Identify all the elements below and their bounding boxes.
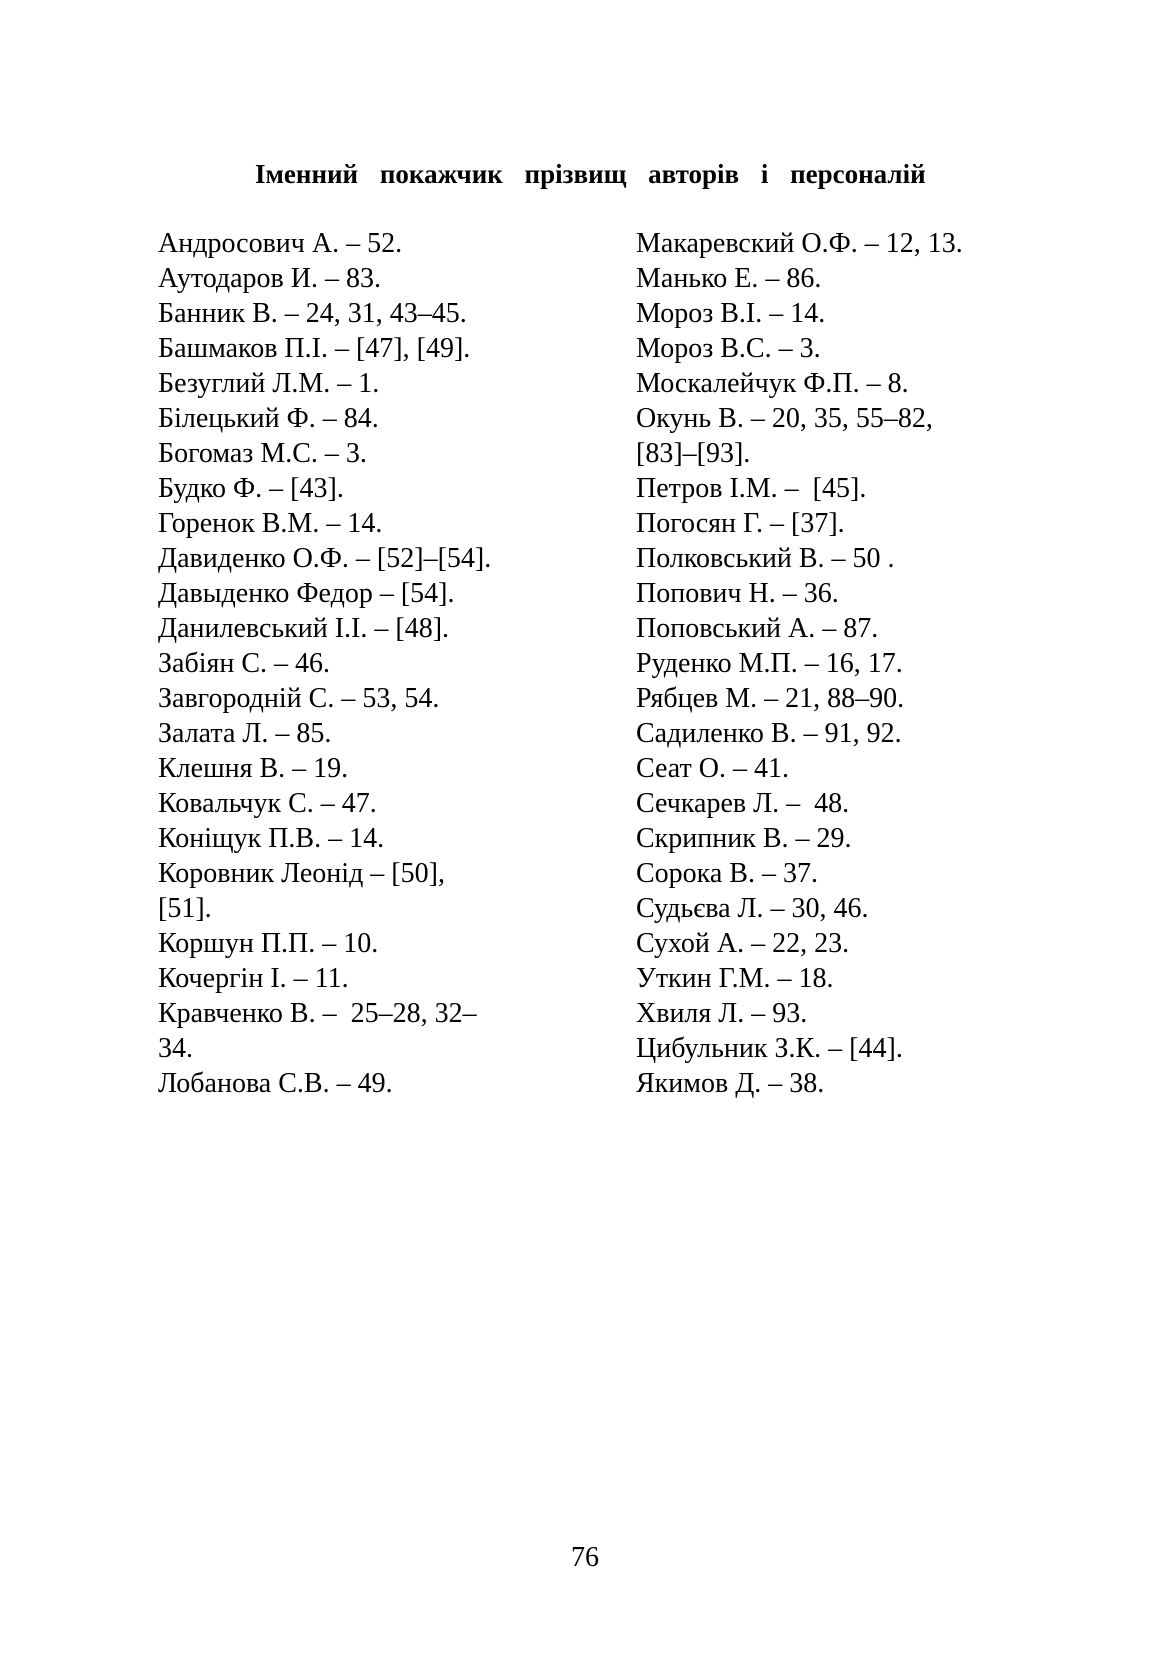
index-entry: Горенок В.М. – 14. bbox=[158, 508, 383, 539]
index-entry: Окунь В. – 20, 35, 55–82, bbox=[636, 403, 933, 434]
index-entry: Сорока В. – 37. bbox=[636, 858, 818, 889]
index-entry: Сухой А. – 22, 23. bbox=[636, 928, 850, 959]
index-entry-continuation: 34. bbox=[158, 1033, 193, 1064]
index-entry: Білецький Ф. – 84. bbox=[158, 403, 379, 434]
index-entry: Макаревский О.Ф. – 12, 13. bbox=[636, 228, 963, 259]
index-entry: Цибульник З.К. – [44]. bbox=[636, 1033, 903, 1064]
index-entry: Безуглий Л.М. – 1. bbox=[158, 368, 380, 399]
index-entry: Забіян С. – 46. bbox=[158, 648, 331, 679]
index-entry: Кравченко В. – 25–28, 32– bbox=[158, 998, 477, 1029]
index-entry: Судьєва Л. – 30, 46. bbox=[636, 893, 869, 924]
index-entry: Коршун П.П. – 10. bbox=[158, 928, 379, 959]
index-entry: Лобанова С.В. – 49. bbox=[158, 1068, 393, 1099]
index-entry: Банник В. – 24, 31, 43–45. bbox=[158, 298, 467, 329]
index-entry: Сеат О. – 41. bbox=[636, 753, 789, 784]
index-entry: Мороз В.І. – 14. bbox=[636, 298, 826, 329]
index-entry: Сечкарев Л. – 48. bbox=[636, 788, 850, 819]
index-entry: Хвиля Л. – 93. bbox=[636, 998, 808, 1029]
index-entry: Москалейчук Ф.П. – 8. bbox=[636, 368, 909, 399]
index-entry: Руденко М.П. – 16, 17. bbox=[636, 648, 903, 679]
index-entry: Аутодаров И. – 83. bbox=[158, 263, 382, 294]
index-entry: Уткин Г.М. – 18. bbox=[636, 963, 834, 994]
index-entry: Якимов Д. – 38. bbox=[636, 1068, 825, 1099]
index-entry: Данилевський І.І. – [48]. bbox=[158, 613, 450, 644]
index-entry: Ковальчук С. – 47. bbox=[158, 788, 377, 819]
index-entry: Попович Н. – 36. bbox=[636, 578, 839, 609]
index-entry: Клешня В. – 19. bbox=[158, 753, 349, 784]
page-number: 76 bbox=[571, 1542, 599, 1573]
index-entry: Коніщук П.В. – 14. bbox=[158, 823, 385, 854]
index-entry: Давыденко Федор – [54]. bbox=[158, 578, 455, 609]
index-entry-continuation: [83]–[93]. bbox=[636, 438, 751, 469]
page-title: Іменний покажчик прізвищ авторів і персоналій bbox=[255, 159, 926, 189]
index-entry: Богомаз М.С. – 3. bbox=[158, 438, 367, 469]
index-entry: Кочергін І. – 11. bbox=[158, 963, 349, 994]
index-entry: Погосян Г. – [37]. bbox=[636, 508, 845, 539]
index-entry: Петров І.М. – [45]. bbox=[636, 473, 867, 504]
index-entry: Залата Л. – 85. bbox=[158, 718, 332, 749]
index-entry-continuation: [51]. bbox=[158, 893, 212, 924]
index-entry: Рябцев М. – 21, 88–90. bbox=[636, 683, 905, 714]
index-entry: Мороз В.С. – 3. bbox=[636, 333, 821, 364]
index-entry: Манько Е. – 86. bbox=[636, 263, 822, 294]
index-entry: Скрипник В. – 29. bbox=[636, 823, 852, 854]
index-entry: Андросович А. – 52. bbox=[158, 228, 403, 259]
index-column-left bbox=[158, 226, 558, 1101]
index-entry: Поповський А. – 87. bbox=[636, 613, 879, 644]
index-column-right bbox=[636, 226, 1056, 1101]
index-entry: Полковський В. – 50 . bbox=[636, 543, 895, 574]
index-entry: Будко Ф. – [43]. bbox=[158, 473, 344, 504]
index-entry: Садиленко В. – 91, 92. bbox=[636, 718, 902, 749]
index-entry: Завгородній С. – 53, 54. bbox=[158, 683, 440, 714]
index-entry: Коровник Леонід – [50], bbox=[158, 858, 445, 889]
index-entry: Давиденко О.Ф. – [52]–[54]. bbox=[158, 543, 492, 574]
index-entry: Башмаков П.І. – [47], [49]. bbox=[158, 333, 471, 364]
